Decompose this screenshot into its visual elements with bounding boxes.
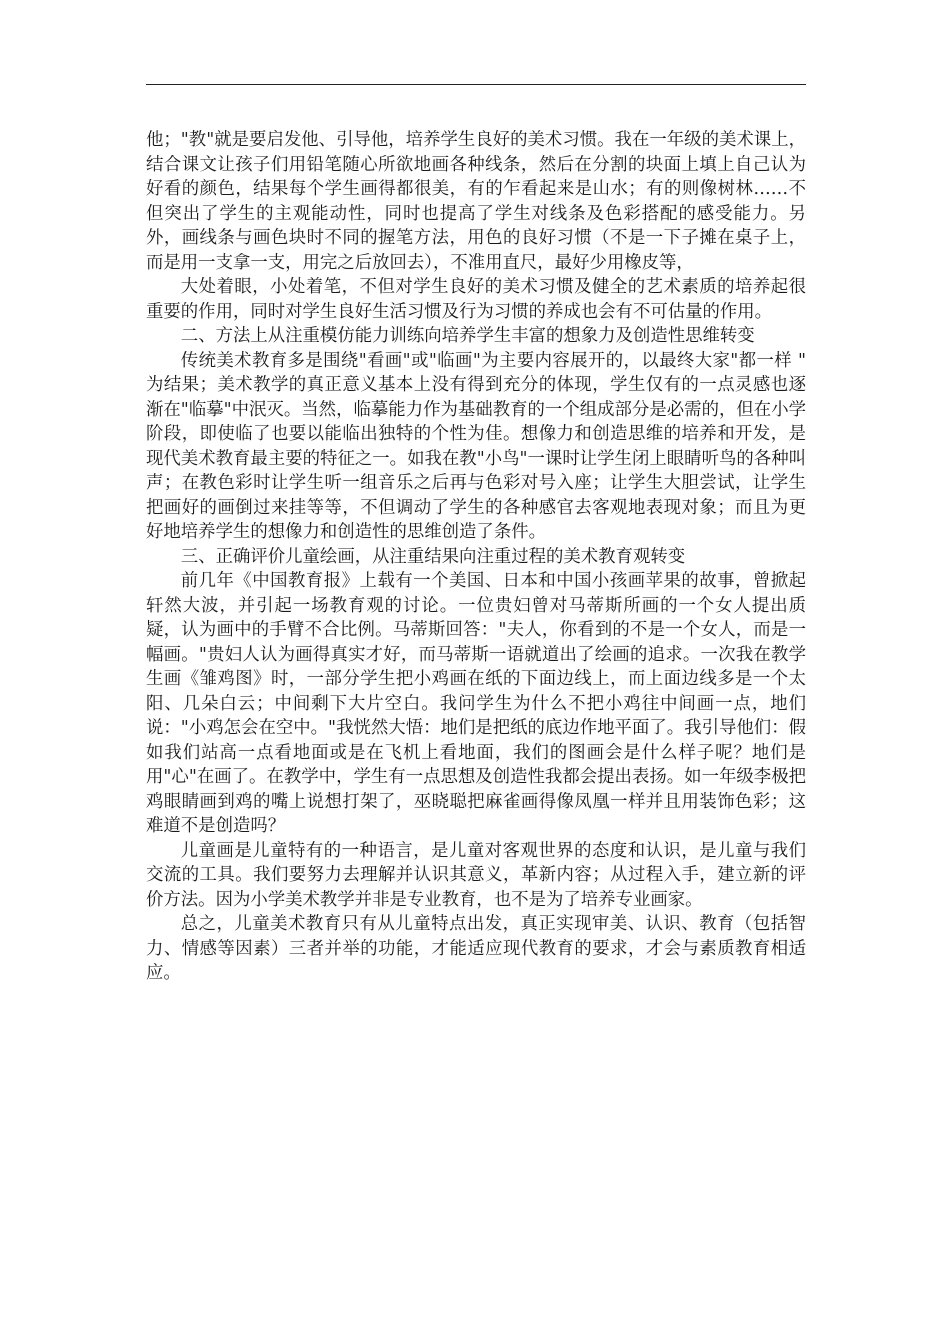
paragraph-4: 前几年《中国教育报》上载有一个美国、日本和中国小孩画苹果的故事，曾掀起轩然大波，并引起一场教育观的讨论。一位贵妇曾对马蒂斯所画的一个女人提出质疑，认为画中的手臂不合比例。马蒂斯回答："夫人，你看到的不是一个女人，而是一幅画。"贵妇人认为画得真实才好，而马蒂斯一语就道出了绘画的追求。一次我在教学生画《雏鸡图》时，一部分学生把小鸡画在纸的下面边线上，而上面边线多是一个太阳、几朵白云；中间剩下大片空白。我问学生为什么不把小鸡往中间画一点，地们说："小鸡怎会在空中。"我恍然大悟：地们是把纸的底边作地平面了。我引导他们：假如我们站高一点看地面或是在飞机上看地面，我们的图画会是什么样子呢？地们是用"心"在画了。在教学中，学生有一点思想及创造性我都会提出表扬。如一年级李极把鸡眼睛画到鸡的嘴上说想打架了，巫晓聪把麻雀画得像凤凰一样并且用装饰色彩；这难道不是创造吗？ — [146, 571, 806, 836]
section-heading-2: 二、方法上从注重模仿能力训练向培养学生丰富的想象力及创造性思维转变 — [180, 326, 755, 346]
header-rule — [146, 84, 806, 85]
paragraph-6: 总之，儿童美术教育只有从儿童特点出发，真正实现审美、认识、教育（包括智力、情感等因素）三者并举的功能，才能适应现代教育的要求，才会与素质教育相适应。 — [146, 914, 806, 983]
paragraph-5: 儿童画是儿童特有的一种语言，是儿童对客观世界的态度和认识，是儿童与我们交流的工具。我们要努力去理解并认识其意义，革新内容；从过程入手，建立新的评价方法。因为小学美术教学并非是专业教育，也不是为了培养专业画家。 — [146, 840, 806, 910]
document-body — [146, 128, 806, 986]
paragraph-3: 传统美术教育多是围绕"看画"或"临画"为主要内容展开的，以最终大家"都一样 " 为结果；美术教学的真正意义基本上没有得到充分的体现，学生仅有的一点灵感也逐渐在"临摹"中泯灭。当然，临摹能力作为基础教育的一个组成部分是必需的，但在小学阶段，即使临了也要以能临出独特的个性为佳。想像力和创造思维的培养和开发，是现代美术教育最主要的特征之一。如我在教"小鸟"一课时让学生闭上眼睛听鸟的各种叫声；在教色彩时让学生听一组音乐之后再与色彩对号入座；让学生大胆尝试，让学生把画好的画倒过来挂等等，不但调动了学生的各种感官去客观地表现对象；而且为更好地培养学生的想像力和创造性的思维创造了条件。 — [146, 350, 806, 542]
paragraph-1: 他；"教"就是要启发他、引导他，培养学生良好的美术习惯。我在一年级的美术课上，结合课文让孩子们用铅笔随心所欲地画各种线条，然后在分割的块面上填上自己认为好看的颜色，结果每个学生画得都很美，有的乍看起来是山水；有的则像树林……不但突出了学生的主观能动性，同时也提高了学生对线条及色彩搭配的感受能力。另外，画线条与画色块时不同的握笔方法，用色的良好习惯（不是一下子摊在桌子上，而是用一支拿一支，用完之后放回去），不准用直尺，最好少用橡皮等， — [146, 130, 806, 273]
section-heading-3: 三、正确评价儿童绘画，从注重结果向注重过程的美术教育观转变 — [180, 546, 686, 567]
paragraph-2: 大处着眼，小处着笔，不但对学生良好的美术习惯及健全的艺术素质的培养起很重要的作用，同时对学生良好生活习惯及行为习惯的养成也会有不可估量的作用。 — [146, 277, 806, 322]
